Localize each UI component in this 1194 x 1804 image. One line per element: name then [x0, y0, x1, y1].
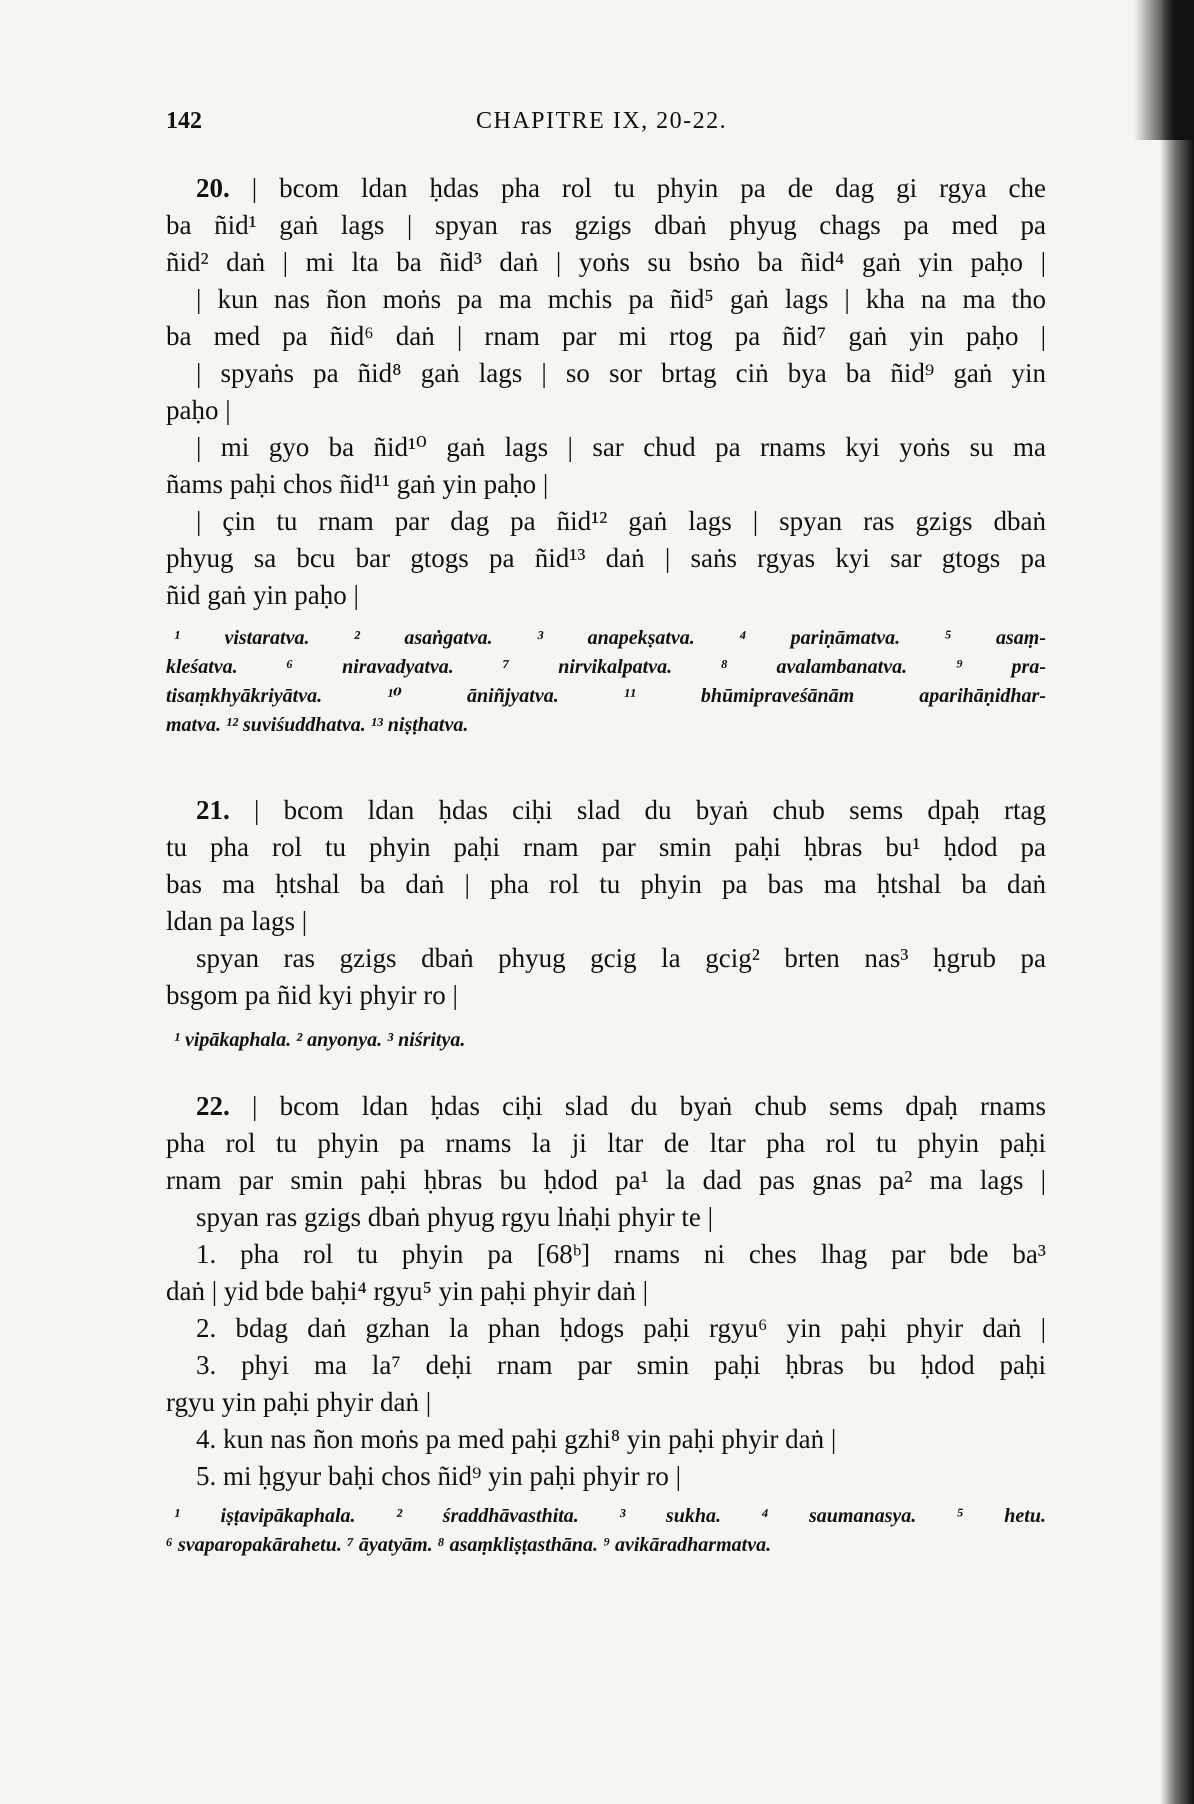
section-number: 20. — [196, 173, 230, 203]
running-head: CHAPITRE IX, 20-22. — [476, 108, 728, 134]
footnote-line: ¹ vistaratva. ² asaṅgatva. ³ anapekṣatva. ⁴ pariṇāmatva. ⁵ asaṃ- — [174, 627, 1046, 649]
footnote-line: tisaṃkhyākriyātva. ¹⁰ āniñjyatva. ¹¹ bhūmipraveśānām aparihāṇidhar- — [166, 685, 1046, 707]
page-number: 142 — [166, 108, 202, 134]
footnote-line: matva. ¹² suviśuddhatva. ¹³ niṣṭhatva. — [166, 714, 469, 736]
text-line: rnam par smin paḥi ḥbras bu ḥdod pa¹ la dad pas gnas pa² ma lags | — [166, 1165, 1046, 1195]
footnote-line: ¹ iṣṭavipākaphala. ² śraddhāvasthita. ³ sukha. ⁴ saumanasya. ⁵ hetu. — [174, 1505, 1046, 1527]
text-line: bas ma ḥtshal ba daṅ | pha rol tu phyin pa bas ma ḥtshal ba daṅ — [166, 869, 1046, 899]
text-line: ñid gaṅ yin paḥo | — [166, 580, 359, 610]
section-number: 22. — [196, 1091, 230, 1121]
text-line: paḥo | — [166, 395, 231, 425]
text-line: rgyu yin paḥi phyir daṅ | — [166, 1387, 432, 1417]
text-line: spyan ras gzigs dbaṅ phyug gcig la gcig² brten nas³ ḥgrub pa — [196, 943, 1046, 973]
text-line: ba med pa ñid⁶ daṅ | rnam par mi rtog pa ñid⁷ gaṅ yin paḥo | — [166, 321, 1046, 351]
scan-shadow-corner — [1134, 0, 1194, 140]
text-line: spyan ras gzigs dbaṅ phyug rgyu lṅaḥi phyir te | — [196, 1202, 714, 1232]
page-header — [166, 108, 1036, 142]
text-line: tu pha rol tu phyin paḥi rnam par smin paḥi ḥbras bu¹ ḥdod pa — [166, 832, 1046, 862]
text-line: pha rol tu phyin pa rnams la ji ltar de ltar pha rol tu phyin paḥi — [166, 1128, 1046, 1158]
text-line: 2. bdag daṅ gzhan la phan ḥdogs paḥi rgyu⁶ yin paḥi phyir daṅ | — [196, 1313, 1046, 1343]
text-line: | kun nas ñon moṅs pa ma mchis pa ñid⁵ gaṅ lags | kha na ma tho — [196, 284, 1046, 314]
text-line: | çin tu rnam par dag pa ñid¹² gaṅ lags | spyan ras gzigs dbaṅ — [196, 506, 1046, 536]
section-number: 21. — [196, 795, 230, 825]
footnote-line: ¹ vipākaphala. ² anyonya. ³ niśritya. — [174, 1029, 466, 1051]
text-line: 1. pha rol tu phyin pa [68ᵇ] rnams ni ches lhag par bde ba³ — [196, 1239, 1046, 1269]
text-line: 21. | bcom ldan ḥdas ciḥi slad du byaṅ chub sems dpaḥ rtag — [196, 795, 1047, 825]
text-line: | spyaṅs pa ñid⁸ gaṅ lags | so sor brtag ciṅ bya ba ñid⁹ gaṅ yin — [196, 358, 1046, 388]
footnote-line: ⁶ svaparopakārahetu. ⁷ āyatyām. ⁸ asaṃkliṣṭasthāna. ⁹ avikāradharmatva. — [166, 1534, 772, 1556]
text-line: phyug sa bcu bar gtogs pa ñid¹³ daṅ | saṅs rgyas kyi sar gtogs pa — [166, 543, 1046, 573]
scan-shadow-edge — [1160, 0, 1194, 1804]
text-line: 20. | bcom ldan ḥdas pha rol tu phyin pa de dag gi rgya che — [196, 173, 1046, 203]
text-line: bsgom pa ñid kyi phyir ro | — [166, 980, 458, 1010]
section-22 — [166, 1088, 1046, 1495]
text-line: 5. mi ḥgyur baḥi chos ñid⁹ yin paḥi phyir ro | — [196, 1461, 682, 1491]
text-line: ñams paḥi chos ñid¹¹ gaṅ yin paḥo | — [166, 469, 549, 499]
text-line: 22. | bcom ldan ḥdas ciḥi slad du byaṅ chub sems dpaḥ rnams — [196, 1091, 1046, 1121]
text-line: ba ñid¹ gaṅ lags | spyan ras gzigs dbaṅ phyug chags pa med pa — [166, 210, 1046, 240]
text-line: ldan pa lags | — [166, 906, 308, 936]
footnotes-22 — [166, 1502, 1046, 1560]
section-20 — [166, 170, 1046, 614]
section-21 — [166, 792, 1046, 1014]
text-line: 3. phyi ma la⁷ deḥi rnam par smin paḥi ḥbras bu ḥdod paḥi — [196, 1350, 1046, 1380]
text-line: ñid² daṅ | mi lta ba ñid³ daṅ | yoṅs su bsṅo ba ñid⁴ gaṅ yin paḥo | — [166, 247, 1046, 277]
footnotes-20 — [166, 624, 1046, 740]
footnotes-21 — [166, 1026, 1046, 1055]
text-line: | mi gyo ba ñid¹⁰ gaṅ lags | sar chud pa rnams kyi yoṅs su ma — [196, 432, 1046, 462]
footnote-line: kleśatva. ⁶ niravadyatva. ⁷ nirvikalpatva. ⁸ avalambanatva. ⁹ pra- — [166, 656, 1046, 678]
text-line: daṅ | yid bde baḥi⁴ rgyu⁵ yin paḥi phyir daṅ | — [166, 1276, 649, 1306]
text-line: 4. kun nas ñon moṅs pa med paḥi gzhi⁸ yin paḥi phyir daṅ | — [196, 1424, 837, 1454]
